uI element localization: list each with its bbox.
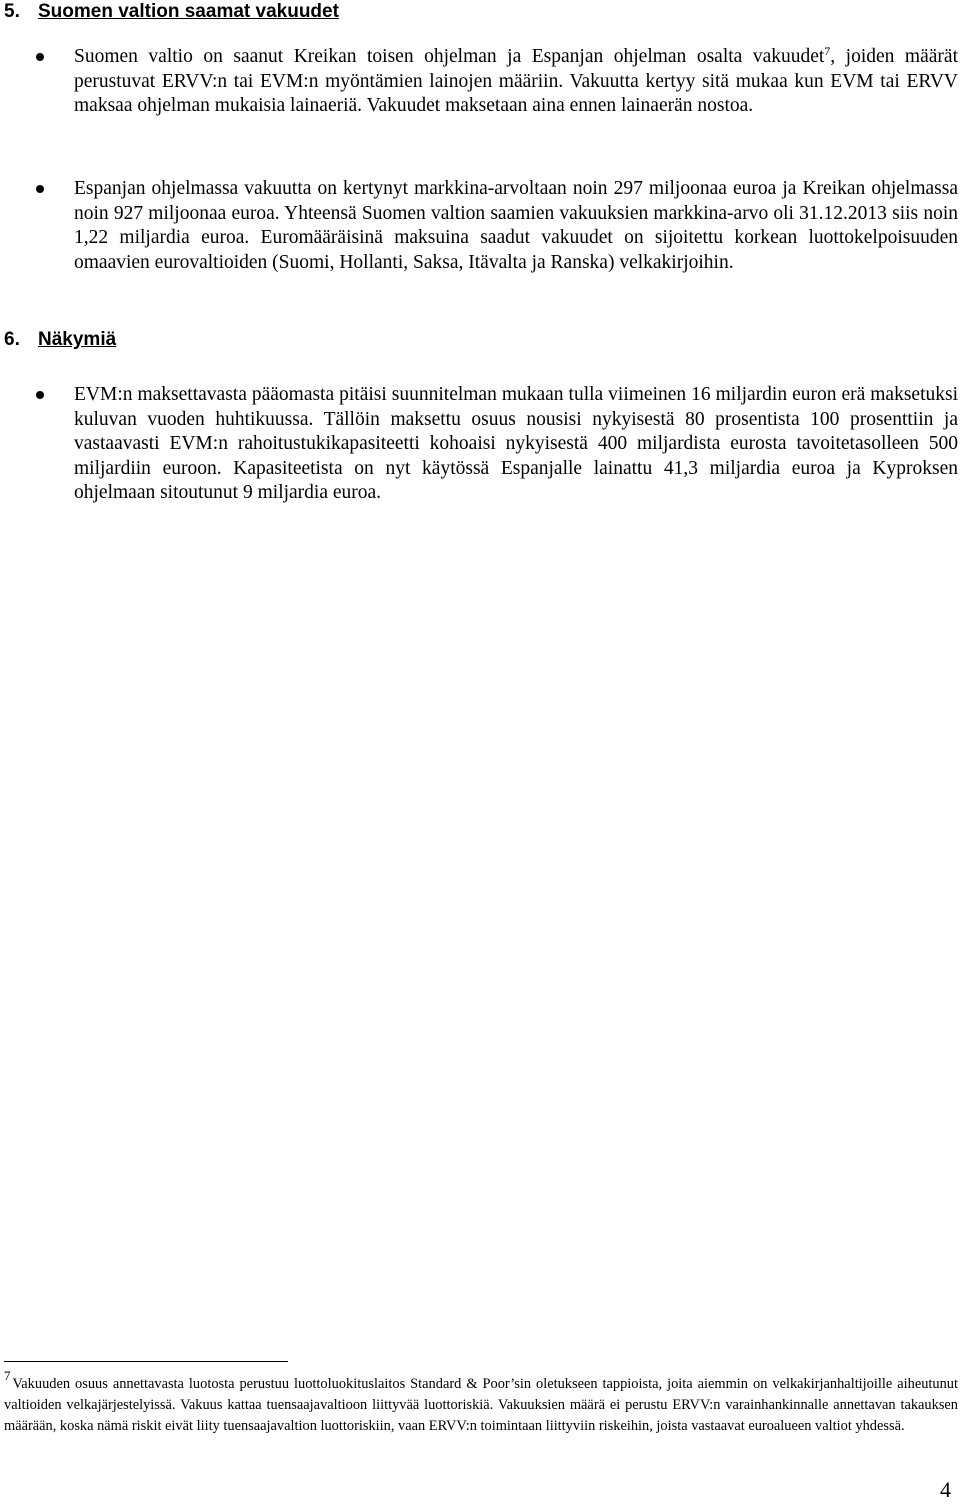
page-number: 4 bbox=[940, 1477, 951, 1502]
section-5-number: 5. bbox=[4, 1, 20, 22]
section-5-title: Suomen valtion saamat vakuudet bbox=[38, 1, 339, 22]
section-5-heading bbox=[4, 0, 339, 24]
section-5-bullet-1 bbox=[0, 45, 958, 119]
section-6-title: Näkymiä bbox=[38, 329, 117, 350]
bullet-dot-icon bbox=[36, 185, 44, 193]
section-5-bullet-2 bbox=[0, 177, 958, 275]
section-6-number: 6. bbox=[4, 329, 20, 350]
section-5-bullet-list-2 bbox=[0, 177, 958, 275]
footnote-7 bbox=[4, 1368, 958, 1438]
bullet-dot-icon bbox=[36, 53, 44, 61]
section-6-heading bbox=[4, 328, 116, 352]
section-5-bullet-list-1 bbox=[0, 45, 958, 119]
footnote-text: Vakuuden osuus annettavasta luotosta perustuu luottoluokituslaitos Standard & Poor’sin oletukseen tappioista, joita aiemmin on velkakirjanhaltijoille aiheutunut valtioiden velkajärjestelyissä. Vakuus kattaa tuensaajavaltioon liittyvää luottoriskiä. Vakuuksien määrä ei perustu ERVV:n varainhankinnalle annettavan takauksen määrään, koska nämä riskit eivät liity tuensaajavaltion luottoriskiin, vaan ERVV:n toimintaan liittyviin riskeihin, joista vastaavat euroalueen valtiot yhdessä. bbox=[4, 1376, 958, 1435]
bullet-dot-icon bbox=[36, 391, 44, 399]
bullet-2-text: Espanjan ohjelmassa vakuutta on kertynyt markkina-arvoltaan noin 297 miljoonaa euroa ja Kreikan ohjelmassa noin 927 miljoonaa euroa. Yhteensä Suomen valtion saamien vakuuksien markkina-arvo oli 31.12.2013 siis noin 1,22 miljardia euroa. Euromääräisinä maksuina saadut vakuudet on sijoitettu korkean luottokelpoisuuden omaavien eurovaltioiden (Suomi, Hollanti, Saksa, Itävalta ja Ranska) velkakirjoihin. bbox=[74, 178, 958, 273]
section-6-bullet-1 bbox=[0, 383, 958, 506]
footnote-separator bbox=[4, 1361, 288, 1362]
bullet-1-text-after: , joiden määrät perustuvat ERVV:n tai EVM:n myöntämien lainojen määriin. Vakuutta kertyy sitä mukaa kun EVM tai ERVV maksaa ohjelman mukaisia lainaeriä. Vakuudet maksetaan aina ennen lainaerän nostoa. bbox=[74, 46, 958, 116]
footnote-ref-7: 7 bbox=[824, 44, 831, 58]
bullet-1-text-before: Suomen valtio on saanut Kreikan toisen ohjelman ja Espanjan ohjelman osalta vakuudet bbox=[74, 46, 825, 67]
section-6-bullet-list bbox=[0, 383, 958, 506]
footnote-mark: 7 bbox=[4, 1368, 11, 1383]
section-6-bullet-1-text: EVM:n maksettavasta pääomasta pitäisi suunnitelman mukaan tulla viimeinen 16 miljardin euron erä maksetuksi kuluvan vuoden huhtikuussa. Tällöin maksettu osuus nousisi nykyisestä 80 prosentista 100 prosenttiin ja vastaavasti EVM:n rahoitustukikapasiteetti kohoaisi nykyisestä 400 miljardista eurosta tavoitetasolleen 500 miljardiin euroon. Kapasiteetista on nyt käytössä Espanjalle lainattu 41,3 miljardia euroa ja Kyproksen ohjelmaan sitoutunut 9 miljardia euroa. bbox=[74, 384, 958, 503]
